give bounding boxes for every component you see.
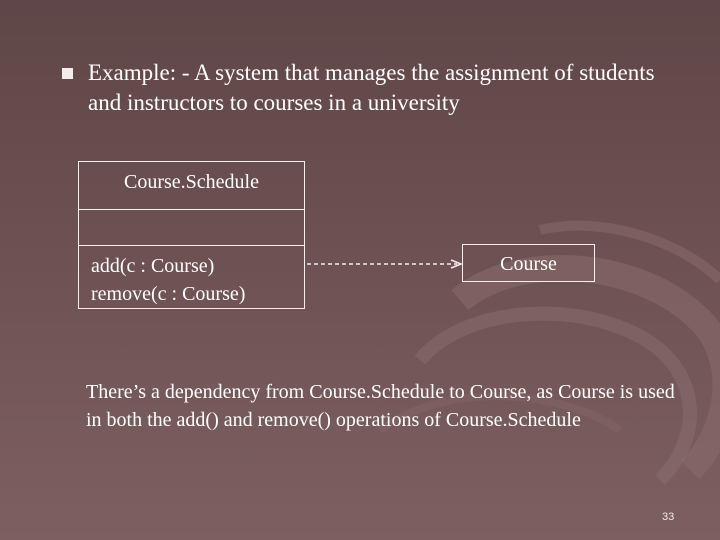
uml-class-course-schedule xyxy=(78,161,305,309)
dependency-arrow xyxy=(305,254,465,274)
square-bullet-icon xyxy=(62,68,73,79)
operation-add: add(c : Course) xyxy=(91,255,215,277)
operation-remove: remove(c : Course) xyxy=(91,283,246,305)
operations-compartment xyxy=(91,252,245,308)
uml-class-course: Course xyxy=(462,244,595,282)
bullet-text: Example: - A system that manages the assignment of students and instructors to courses in a university xyxy=(88,60,655,115)
class-name-compartment: Course.Schedule xyxy=(79,162,304,210)
page-number: 33 xyxy=(662,511,675,523)
caption-text: There’s a dependency from Course.Schedule to Course, as Course is used in both the add() and remove() operations of Course.Schedule xyxy=(86,381,675,431)
attributes-compartment xyxy=(79,210,304,246)
